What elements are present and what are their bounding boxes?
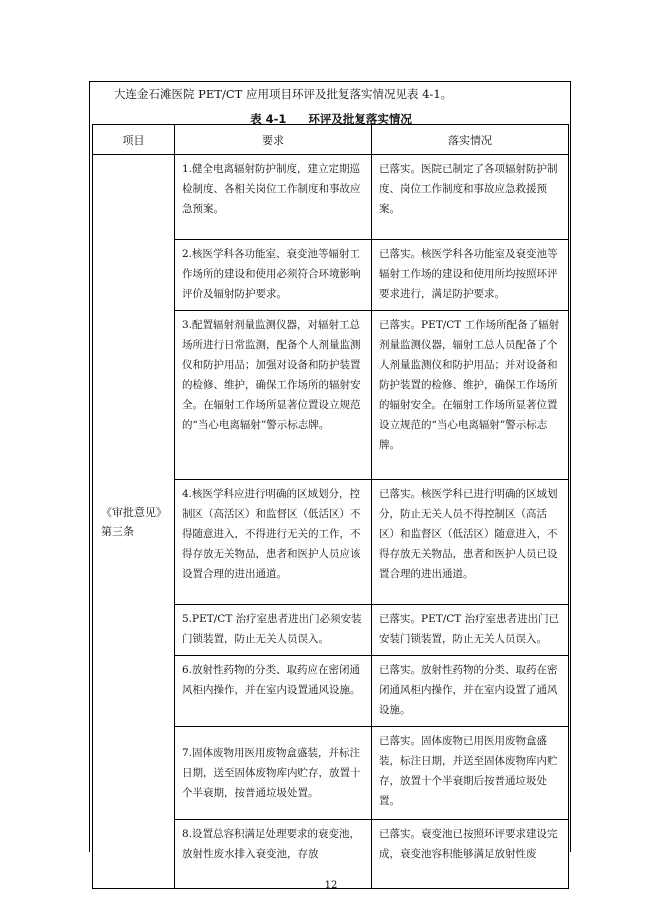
header-requirement: 要求	[175, 125, 372, 155]
requirement-cell: 7.固体废物用医用废物盒盛装，并标注日期，送至固体废物库内贮存，放置十个半衰期，按普通垃圾处置。	[175, 727, 372, 820]
status-cell: 已落实。核医学科已进行明确的区域划分，防止无关人员不得控制区（高活区）和监督区（低活区）随意进入，不得存放无关物品，患者和医护人员已设置合理的进出通道。	[372, 480, 569, 605]
item-label	[93, 155, 175, 889]
requirement-cell: 3.配置辐射剂量监测仪器，对辐射工总场所进行日常监测，配备个人剂量监测仪和防护用品；加强对设备和防护装置的检修、维护，确保工作场所的辐射安全。在辐射工作场所显著位置设立规范的“当心电离辐射”警示标志牌。	[175, 311, 372, 480]
status-cell: 已落实。PET/CT 工作场所配备了辐射剂量监测仪器，辐射工总人员配备了个人剂量监测仪和防护用品；并对设备和防护装置的检修、维护，确保工作场所的辐射安全。在辐射工作场所显著位置设立规范的“当心电离辐射”警示标志牌。	[372, 311, 569, 480]
item-label-line1: 《审批意见》	[101, 505, 167, 519]
page-number: 12	[324, 880, 338, 891]
header-status: 落实情况	[372, 125, 569, 155]
status-cell: 已落实。固体废物已用医用废物盒盛装，标注日期，并送至固体废物库内贮存，放置十个半衰期后按普通垃圾处置。	[372, 727, 569, 820]
table-header-row	[93, 125, 569, 155]
requirement-cell: 1.健全电离辐射防护制度，建立定期巡检制度、各相关岗位工作制度和事故应急预案。	[175, 155, 372, 240]
table-row	[93, 155, 569, 240]
table-title: 环评及批复落实情况	[308, 112, 412, 126]
header-item: 项目	[93, 125, 175, 155]
status-cell: 已落实。衰变池已按照环评要求建设完成，衰变池容积能够满足放射性废	[372, 820, 569, 889]
table-number: 表 4-1	[250, 112, 287, 126]
status-cell: 已落实。放射性药物的分类、取药在密闭通风柜内操作，并在室内设置了通风设施。	[372, 656, 569, 727]
requirement-cell: 8.设置总容积满足处理要求的衰变池，放射性废水排入衰变池，存放	[175, 820, 372, 889]
compliance-table	[92, 124, 569, 889]
status-cell: 已落实。医院已制定了各项辐射防护制度、岗位工作制度和事故应急救援预案。	[372, 155, 569, 240]
status-cell: 已落实。核医学科各功能室及衰变池等辐射工作场的建设和使用所均按照环评要求进行，满足防护要求。	[372, 240, 569, 311]
status-cell: 已落实。PET/CT 治疗室患者进出门已安装门锁装置，防止无关人员误入。	[372, 605, 569, 656]
requirement-cell: 2.核医学科各功能室、衰变池等辐射工作场所的建设和使用必须符合环境影响评价及辐射防护要求。	[175, 240, 372, 311]
requirement-cell: 4.核医学科应进行明确的区域划分，控制区（高活区）和监督区（低活区）不得随意进入，不得进行无关的工作，不得存放无关物品，患者和医护人员应该设置合理的进出通道。	[175, 480, 372, 605]
requirement-cell: 6.放射性药物的分类、取药应在密闭通风柜内操作，并在室内设置通风设施。	[175, 656, 372, 727]
requirement-cell: 5.PET/CT 治疗室患者进出门必须安装门锁装置，防止无关人员误入。	[175, 605, 372, 656]
intro-text: 大连金石滩医院 PET/CT 应用项目环评及批复落实情况见表 4-1。	[114, 87, 453, 101]
item-label-line2: 第三条	[101, 524, 134, 538]
